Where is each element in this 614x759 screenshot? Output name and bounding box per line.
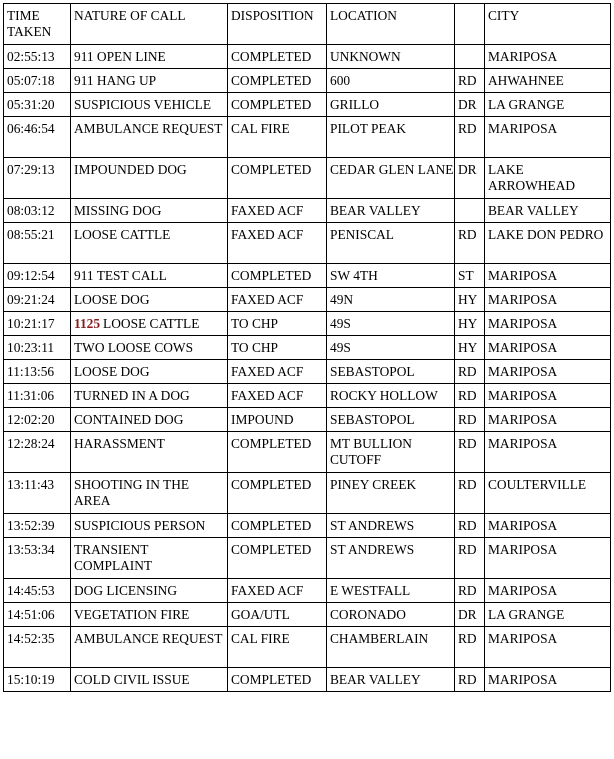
time-cell: 05:07:18 bbox=[4, 69, 71, 93]
location-cell: SEBASTOPOL bbox=[327, 360, 455, 384]
table-row bbox=[4, 45, 611, 69]
disposition-cell: COMPLETED bbox=[228, 93, 327, 117]
nature-cell: IMPOUNDED DOG bbox=[71, 158, 228, 199]
time-cell: 09:12:54 bbox=[4, 264, 71, 288]
city-cell: MARIPOSA bbox=[485, 408, 611, 432]
time-cell: 14:52:35 bbox=[4, 627, 71, 668]
time-cell: 15:10:19 bbox=[4, 668, 71, 692]
nature-cell: DOG LICENSING bbox=[71, 579, 228, 603]
disposition-cell: COMPLETED bbox=[228, 264, 327, 288]
table-row bbox=[4, 223, 611, 264]
nature-cell bbox=[71, 312, 228, 336]
time-cell: 14:51:06 bbox=[4, 603, 71, 627]
suffix-cell: HY bbox=[455, 288, 485, 312]
suffix-cell: RD bbox=[455, 627, 485, 668]
suffix-cell: DR bbox=[455, 158, 485, 199]
time-cell: 09:21:24 bbox=[4, 288, 71, 312]
city-cell: MARIPOSA bbox=[485, 264, 611, 288]
city-cell: COULTERVILLE bbox=[485, 473, 611, 514]
city-cell: MARIPOSA bbox=[485, 432, 611, 473]
disposition-cell: IMPOUND bbox=[228, 408, 327, 432]
suffix-cell: RD bbox=[455, 223, 485, 264]
disposition-cell: GOA/UTL bbox=[228, 603, 327, 627]
suffix-cell: RD bbox=[455, 579, 485, 603]
time-cell: 14:45:53 bbox=[4, 579, 71, 603]
nature-cell: SUSPICIOUS VEHICLE bbox=[71, 93, 228, 117]
header-location: LOCATION bbox=[327, 4, 455, 45]
city-cell: MARIPOSA bbox=[485, 117, 611, 158]
location-cell: E WESTFALL bbox=[327, 579, 455, 603]
suffix-cell: RD bbox=[455, 360, 485, 384]
location-cell: 49S bbox=[327, 336, 455, 360]
disposition-cell: COMPLETED bbox=[228, 668, 327, 692]
table-row bbox=[4, 432, 611, 473]
city-cell: LA GRANGE bbox=[485, 603, 611, 627]
suffix-cell: HY bbox=[455, 336, 485, 360]
city-cell: MARIPOSA bbox=[485, 288, 611, 312]
time-cell: 02:55:13 bbox=[4, 45, 71, 69]
suffix-cell: DR bbox=[455, 93, 485, 117]
nature-cell: AMBULANCE REQUEST bbox=[71, 627, 228, 668]
table-row bbox=[4, 408, 611, 432]
suffix-cell: RD bbox=[455, 668, 485, 692]
location-cell: ROCKY HOLLOW bbox=[327, 384, 455, 408]
city-cell: LA GRANGE bbox=[485, 93, 611, 117]
nature-cell: TRANSIENT COMPLAINT bbox=[71, 538, 228, 579]
nature-cell: LOOSE DOG bbox=[71, 360, 228, 384]
time-cell: 11:13:56 bbox=[4, 360, 71, 384]
disposition-cell: FAXED ACF bbox=[228, 199, 327, 223]
nature-cell: SHOOTING IN THE AREA bbox=[71, 473, 228, 514]
city-cell: MARIPOSA bbox=[485, 336, 611, 360]
location-cell: PINEY CREEK bbox=[327, 473, 455, 514]
time-cell: 13:52:39 bbox=[4, 514, 71, 538]
nature-text: LOOSE CATTLE bbox=[103, 316, 200, 331]
suffix-cell bbox=[455, 45, 485, 69]
table-row bbox=[4, 158, 611, 199]
table-row bbox=[4, 264, 611, 288]
location-cell: ST ANDREWS bbox=[327, 538, 455, 579]
nature-cell: TURNED IN A DOG bbox=[71, 384, 228, 408]
table-row bbox=[4, 538, 611, 579]
header-row bbox=[4, 4, 611, 45]
disposition-cell: FAXED ACF bbox=[228, 360, 327, 384]
disposition-cell: COMPLETED bbox=[228, 45, 327, 69]
suffix-cell: RD bbox=[455, 473, 485, 514]
table-row bbox=[4, 627, 611, 668]
suffix-cell: RD bbox=[455, 432, 485, 473]
location-cell: 49N bbox=[327, 288, 455, 312]
header-city: CITY bbox=[485, 4, 611, 45]
table-row bbox=[4, 384, 611, 408]
disposition-cell: FAXED ACF bbox=[228, 579, 327, 603]
city-cell: MARIPOSA bbox=[485, 579, 611, 603]
disposition-cell: COMPLETED bbox=[228, 514, 327, 538]
suffix-cell: RD bbox=[455, 384, 485, 408]
table-row bbox=[4, 288, 611, 312]
time-cell: 08:03:12 bbox=[4, 199, 71, 223]
time-cell: 11:31:06 bbox=[4, 384, 71, 408]
time-cell: 08:55:21 bbox=[4, 223, 71, 264]
city-cell: MARIPOSA bbox=[485, 312, 611, 336]
table-row bbox=[4, 360, 611, 384]
location-cell: PILOT PEAK bbox=[327, 117, 455, 158]
table-row bbox=[4, 603, 611, 627]
table-row bbox=[4, 93, 611, 117]
suffix-cell: HY bbox=[455, 312, 485, 336]
location-cell: MT BULLION CUTOFF bbox=[327, 432, 455, 473]
location-cell: SEBASTOPOL bbox=[327, 408, 455, 432]
time-cell: 13:53:34 bbox=[4, 538, 71, 579]
disposition-cell: FAXED ACF bbox=[228, 223, 327, 264]
suffix-cell: RD bbox=[455, 117, 485, 158]
city-cell: MARIPOSA bbox=[485, 514, 611, 538]
nature-cell: HARASSMENT bbox=[71, 432, 228, 473]
table-row bbox=[4, 199, 611, 223]
disposition-cell: TO CHP bbox=[228, 336, 327, 360]
location-cell: SW 4TH bbox=[327, 264, 455, 288]
city-cell: BEAR VALLEY bbox=[485, 199, 611, 223]
time-cell: 05:31:20 bbox=[4, 93, 71, 117]
suffix-cell: RD bbox=[455, 514, 485, 538]
time-cell: 12:02:20 bbox=[4, 408, 71, 432]
nature-cell: CONTAINED DOG bbox=[71, 408, 228, 432]
table-row bbox=[4, 117, 611, 158]
header-suffix bbox=[455, 4, 485, 45]
suffix-cell: ST bbox=[455, 264, 485, 288]
disposition-cell: TO CHP bbox=[228, 312, 327, 336]
location-cell: GRILLO bbox=[327, 93, 455, 117]
disposition-cell: FAXED ACF bbox=[228, 288, 327, 312]
location-cell: CHAMBERLAIN bbox=[327, 627, 455, 668]
location-cell: ST ANDREWS bbox=[327, 514, 455, 538]
city-cell: MARIPOSA bbox=[485, 384, 611, 408]
nature-cell: COLD CIVIL ISSUE bbox=[71, 668, 228, 692]
city-cell: AHWAHNEE bbox=[485, 69, 611, 93]
table-row bbox=[4, 668, 611, 692]
nature-cell: MISSING DOG bbox=[71, 199, 228, 223]
location-cell: BEAR VALLEY bbox=[327, 668, 455, 692]
city-cell: LAKE DON PEDRO bbox=[485, 223, 611, 264]
location-cell: BEAR VALLEY bbox=[327, 199, 455, 223]
disposition-cell: FAXED ACF bbox=[228, 384, 327, 408]
suffix-cell: RD bbox=[455, 538, 485, 579]
table-row bbox=[4, 579, 611, 603]
disposition-cell: CAL FIRE bbox=[228, 627, 327, 668]
table-row bbox=[4, 473, 611, 514]
suffix-cell bbox=[455, 199, 485, 223]
suffix-cell: RD bbox=[455, 408, 485, 432]
nature-cell: AMBULANCE REQUEST bbox=[71, 117, 228, 158]
disposition-cell: COMPLETED bbox=[228, 473, 327, 514]
header-disposition: DISPOSITION bbox=[228, 4, 327, 45]
disposition-cell: COMPLETED bbox=[228, 432, 327, 473]
call-log-table bbox=[3, 3, 611, 692]
nature-cell: LOOSE DOG bbox=[71, 288, 228, 312]
time-cell: 06:46:54 bbox=[4, 117, 71, 158]
city-cell: MARIPOSA bbox=[485, 668, 611, 692]
header-nature-of-call: NATURE OF CALL bbox=[71, 4, 228, 45]
table-row bbox=[4, 312, 611, 336]
time-cell: 13:11:43 bbox=[4, 473, 71, 514]
suffix-cell: DR bbox=[455, 603, 485, 627]
time-cell: 10:21:17 bbox=[4, 312, 71, 336]
city-cell: MARIPOSA bbox=[485, 360, 611, 384]
time-cell: 07:29:13 bbox=[4, 158, 71, 199]
nature-cell: VEGETATION FIRE bbox=[71, 603, 228, 627]
disposition-cell: CAL FIRE bbox=[228, 117, 327, 158]
city-cell: LAKE ARROWHEAD bbox=[485, 158, 611, 199]
table-row bbox=[4, 514, 611, 538]
city-cell: MARIPOSA bbox=[485, 45, 611, 69]
nature-cell: TWO LOOSE COWS bbox=[71, 336, 228, 360]
nature-cell: LOOSE CATTLE bbox=[71, 223, 228, 264]
location-cell: CEDAR GLEN LANE bbox=[327, 158, 455, 199]
city-cell: MARIPOSA bbox=[485, 627, 611, 668]
nature-cell: 911 HANG UP bbox=[71, 69, 228, 93]
table-row bbox=[4, 336, 611, 360]
nature-cell: 911 TEST CALL bbox=[71, 264, 228, 288]
table-row bbox=[4, 69, 611, 93]
location-cell: CORONADO bbox=[327, 603, 455, 627]
location-cell: 49S bbox=[327, 312, 455, 336]
disposition-cell: COMPLETED bbox=[228, 538, 327, 579]
city-cell: MARIPOSA bbox=[485, 538, 611, 579]
location-cell: UNKNOWN bbox=[327, 45, 455, 69]
nature-cell: 911 OPEN LINE bbox=[71, 45, 228, 69]
header-time-taken: TIME TAKEN bbox=[4, 4, 71, 45]
call-log-body bbox=[4, 45, 611, 692]
location-cell: 600 bbox=[327, 69, 455, 93]
nature-cell: SUSPICIOUS PERSON bbox=[71, 514, 228, 538]
time-cell: 10:23:11 bbox=[4, 336, 71, 360]
ten-code: 1125 bbox=[74, 316, 101, 331]
suffix-cell: RD bbox=[455, 69, 485, 93]
time-cell: 12:28:24 bbox=[4, 432, 71, 473]
disposition-cell: COMPLETED bbox=[228, 69, 327, 93]
disposition-cell: COMPLETED bbox=[228, 158, 327, 199]
location-cell: PENISCAL bbox=[327, 223, 455, 264]
